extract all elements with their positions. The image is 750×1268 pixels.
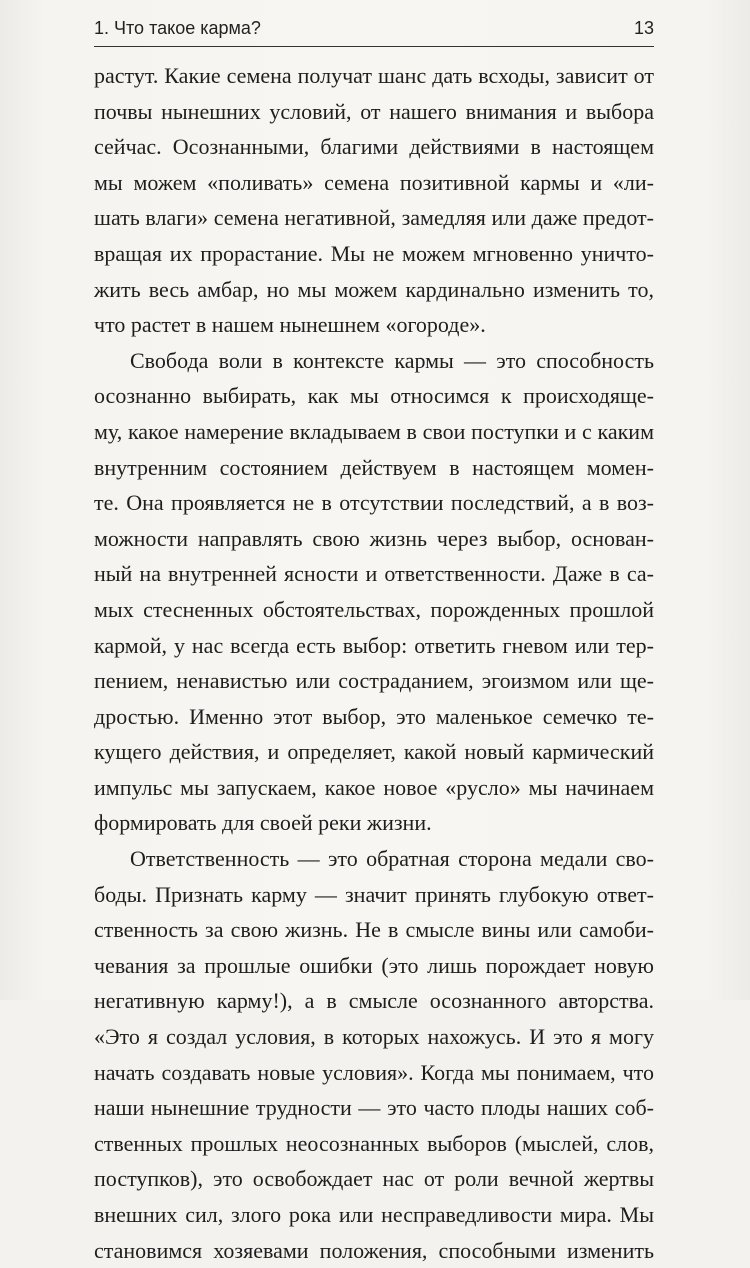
text-line: внешних сил, злого рока или несправедливости мира. Мы: [94, 1202, 654, 1227]
text-line: боды. Признать карму — значит принять глубокую ответ-: [94, 881, 654, 907]
text-line: пением, ненавистью или состраданием, эгоизмом или ще-: [94, 668, 654, 694]
text-line: становимся хозяевами положения, способными изменить: [94, 1237, 654, 1263]
text-line: дростью. Именно этот выбор, это маленькое семечко те-: [94, 703, 654, 729]
paragraph-first-line: Свобода воли в контексте кармы — это способность: [130, 347, 654, 373]
text-line: растут. Какие семена получат шанс дать всходы, зависит от: [94, 63, 654, 88]
text-line: осознанно выбирать, как мы относимся к происходяще-: [94, 383, 654, 409]
chapter-title: 1. Что такое карма?: [94, 18, 261, 38]
text-line: ственность за свою жизнь. Не в смысле вины или самоби-: [94, 917, 654, 943]
text-line: «Это я создал условия, в которых нахожусь. И это я могу: [94, 1024, 654, 1050]
text-line: негативную карму!), а в смысле осознанного авторства.: [94, 988, 654, 1014]
text-line: чевания за прошлые ошибки (это лишь порождает новую: [94, 952, 654, 978]
text-line: кущего действия, и определяет, какой новый кармический: [94, 739, 654, 765]
text-line: можности направлять свою жизнь через выбор, основан-: [94, 525, 654, 551]
text-line: шать влаги» семена негативной, замедляя или даже предот-: [94, 205, 654, 231]
text-line: вращая их прорастание. Мы не можем мгновенно уничто-: [94, 240, 654, 266]
body-text: [94, 58, 654, 1268]
text-line: мы можем «поливать» семена позитивной кармы и «ли-: [94, 169, 654, 195]
text-line: мых стесненных обстоятельствах, порожденных прошлой: [94, 596, 654, 622]
text-line: импульс мы запускаем, какое новое «русло» мы начинаем: [94, 774, 654, 800]
text-line: начать создавать новые условия». Когда мы понимаем, что: [94, 1059, 654, 1085]
text-line: ственных прошлых неосознанных выборов (мыслей, слов,: [94, 1130, 654, 1156]
text-line: жить весь амбар, но мы можем кардинально изменить то,: [94, 276, 654, 302]
text-line: поступков), это освобождает нас от роли вечной жертвы: [94, 1166, 654, 1192]
text-line: му, какое намерение вкладываем в свои поступки и с каким: [94, 418, 654, 444]
text-line: кармой, у нас всегда есть выбор: ответить гневом или тер-: [94, 632, 654, 658]
text-line: внутренним состоянием действуем в настоящем момен-: [94, 454, 654, 480]
running-head: [94, 14, 654, 47]
text-line: что растет в нашем нынешнем «огороде».: [94, 312, 486, 338]
text-line: те. Она проявляется не в отсутствии последствий, а в воз-: [94, 490, 654, 516]
text-line: формировать для своей реки жизни.: [94, 810, 432, 836]
text-line: сейчас. Осознанными, благими действиями в настоящем: [94, 134, 654, 160]
text-line: наши нынешние трудности — это часто плоды наших соб-: [94, 1095, 654, 1121]
paragraph-first-line: Ответственность — это обратная сторона медали сво-: [130, 846, 654, 872]
page-number: 13: [633, 18, 654, 38]
text-line: ный на внутренней ясности и ответственности. Даже в са-: [94, 561, 654, 587]
text-line: почвы нынешних условий, от нашего внимания и выбора: [94, 98, 654, 124]
